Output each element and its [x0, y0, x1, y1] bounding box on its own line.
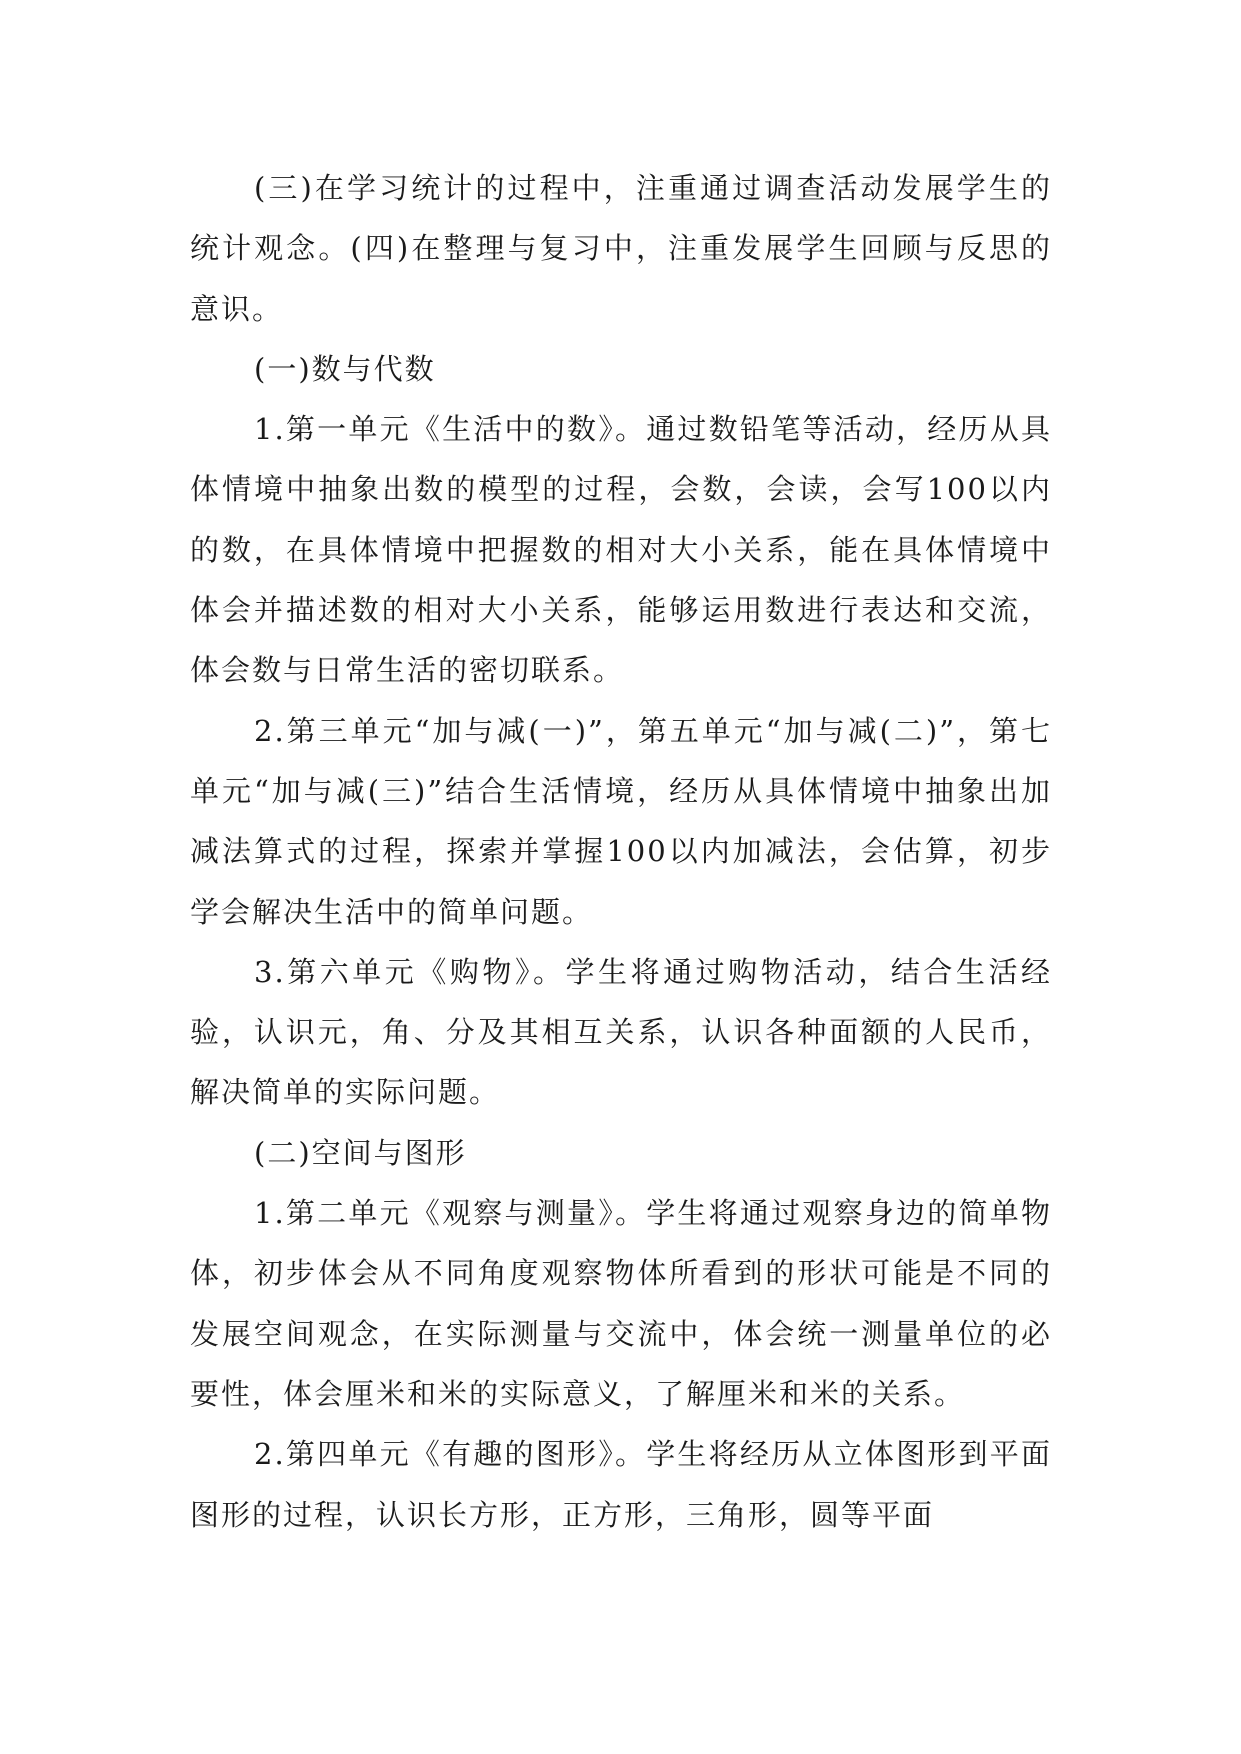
paragraph-observe-measure: 1.第二单元《观察与测量》。学生将通过观察身边的简单物体，初步体会从不同角度观察物体所看到的形状可能是不同的发展空间观念，在实际测量与交流中，体会统一测量单位的必要性，体会厘米和米的实际意义，了解厘米和米的关系。 — [190, 1196, 1052, 1411]
paragraph-shopping: 3.第六单元《购物》。学生将通过购物活动，结合生活经验，认识元，角、分及其相互关系，认识各种面额的人民币，解决简单的实际问题。 — [190, 954, 1052, 1110]
document-body — [190, 158, 1052, 1545]
heading-space-shapes: (二)空间与图形 — [254, 1135, 467, 1170]
paragraph-interesting-shapes: 2.第四单元《有趣的图形》。学生将经历从立体图形到平面图形的过程，认识长方形，正方形，三角形，圆等平面 — [190, 1437, 1052, 1532]
paragraph-statistics: (三)在学习统计的过程中，注重通过调查活动发展学生的统计观念。(四)在整理与复习中，注重发展学生回顾与反思的意识。 — [190, 171, 1052, 326]
paragraph-unit-one: 1.第一单元《生活中的数》。通过数铅笔等活动，经历从具体情境中抽象出数的模型的过程，会数，会读，会写100以内的数，在具体情境中把握数的相对大小关系，能在具体情境中体会并描述数的相对大小关系，能够运用数进行表达和交流，体会数与日常生活的密切联系。 — [190, 412, 1052, 688]
paragraph-add-subtract: 2.第三单元“加与减(一)”，第五单元“加与减(二)”，第七单元“加与减(三)”结合生活情境，经历从具体情境中抽象出加减法算式的过程，探索并掌握100以内加减法，会估算，初步学会解决生活中的简单问题。 — [190, 713, 1052, 929]
heading-number-algebra: (一)数与代数 — [254, 351, 436, 386]
